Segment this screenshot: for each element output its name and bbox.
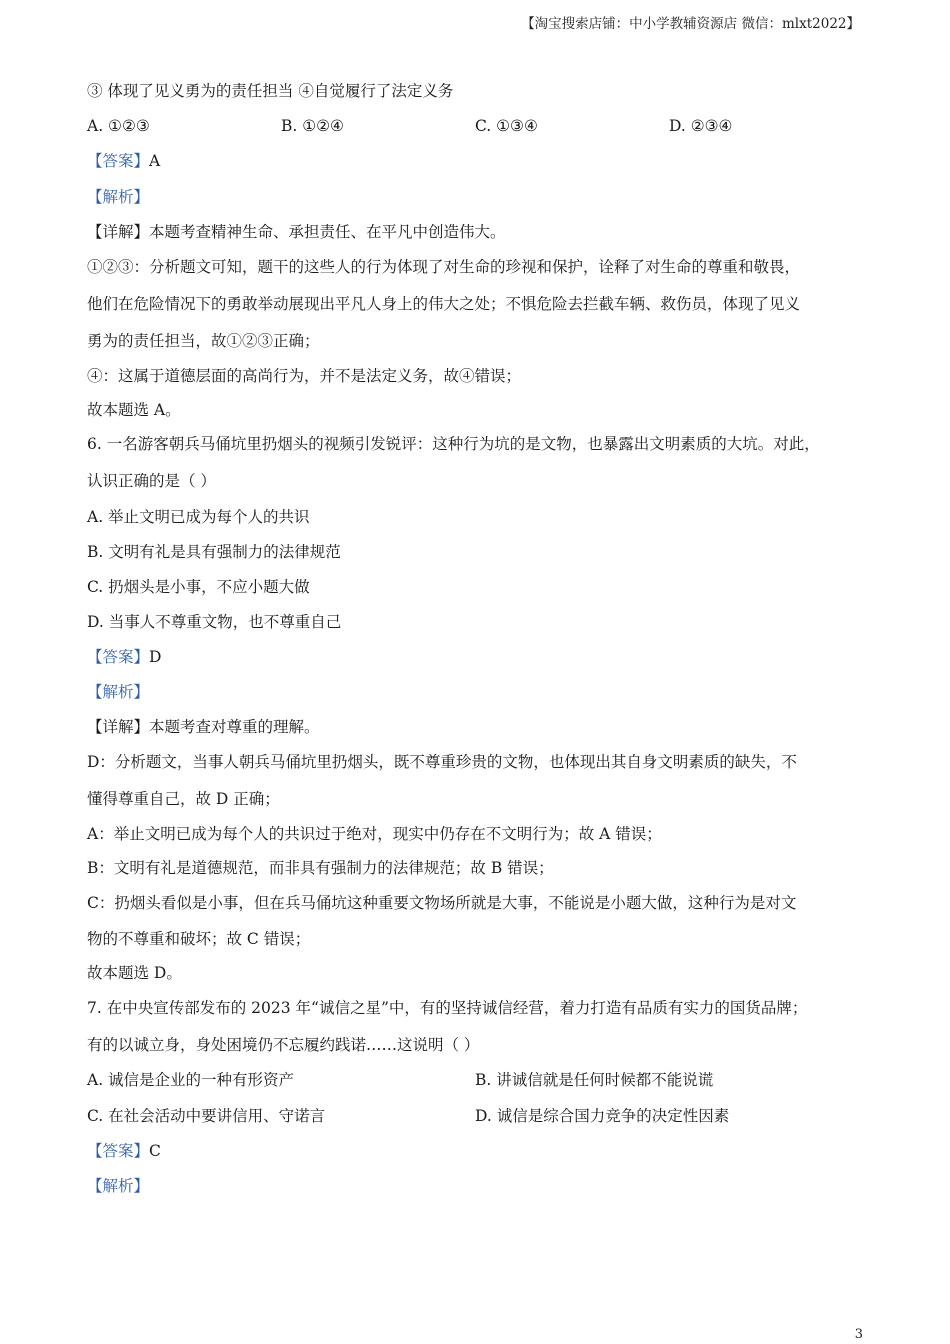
q5-explanation-line: ①②③：分析题文可知，题干的这些人的行为体现了对生命的珍视和保护，诠释了对生命的尊重和敬畏， <box>87 258 801 276</box>
q5-analysis-tag: 【解析】 <box>87 188 150 206</box>
detail-text: 本题考查精神生命、承担责任、在平凡中创造伟大。 <box>149 223 506 241</box>
q6-option-b: B. 文明有礼是具有强制力的法律规范 <box>87 543 341 561</box>
answer-value: C <box>149 1142 161 1160</box>
q6-explanation-line: A：举止文明已成为每个人的共识过于绝对，现实中仍存在不文明行为；故 A 错误； <box>87 825 662 843</box>
answer-tag: 【答案】 <box>87 152 150 170</box>
answer-tag: 【答案】 <box>87 648 150 666</box>
detail-tag: 【详解】 <box>87 223 150 241</box>
q7-option-a: A. 诚信是企业的一种有形资产 <box>87 1071 295 1089</box>
page-number: 3 <box>854 1327 863 1342</box>
q7-stem: 7. 在中央宣传部发布的 2023 年“诚信之星”中，有的坚持诚信经营，着力打造有品质有实力的国货品牌； <box>87 999 808 1017</box>
q6-explanation-line: B：文明有礼是道德规范，而非具有强制力的法律规范；故 B 错误； <box>87 859 554 877</box>
detail-tag: 【详解】 <box>87 718 150 736</box>
q6-detail <box>87 716 320 738</box>
q5-option-d: D. ②③④ <box>669 117 733 135</box>
q7-option-c: C. 在社会活动中要讲信用、守诺言 <box>87 1107 326 1125</box>
q5-option-b: B. ①②④ <box>281 117 344 135</box>
q6-option-a: A. 举止文明已成为每个人的共识 <box>87 508 310 526</box>
q6-answer <box>87 646 161 668</box>
q5-option-a: A. ①②③ <box>87 117 150 135</box>
answer-value: A <box>149 152 161 170</box>
q6-explanation-line: D：分析题文，当事人朝兵马俑坑里扔烟头，既不尊重珍贵的文物，也体现出其自身文明素质的缺失，不 <box>87 753 797 771</box>
q7-option-d: D. 诚信是综合国力竞争的决定性因素 <box>475 1107 730 1125</box>
q7-stem-cont: 有的以诚立身，身处困境仍不忘履约践诺……这说明（ ） <box>87 1036 480 1054</box>
q6-option-d: D. 当事人不尊重文物，也不尊重自己 <box>87 613 342 631</box>
q6-analysis-tag: 【解析】 <box>87 683 150 701</box>
q5-answer <box>87 150 160 172</box>
detail-text: 本题考查对尊重的理解。 <box>149 718 320 736</box>
q6-explanation-line: 物的不尊重和破坏；故 C 错误； <box>87 930 311 948</box>
answer-value: D <box>149 648 162 666</box>
q5-explanation-line: 故本题选 A。 <box>87 401 181 419</box>
q7-answer <box>87 1140 161 1162</box>
q5-explanation-line: 勇为的责任担当，故①②③正确； <box>87 332 320 350</box>
page-header: 【淘宝搜索店铺：中小学教辅资源店 微信：mlxt2022】 <box>521 16 860 32</box>
q7-analysis-tag: 【解析】 <box>87 1177 150 1195</box>
q6-stem-cont: 认识正确的是（ ） <box>87 472 216 490</box>
q6-explanation-line: 懂得尊重自己，故 D 正确； <box>87 790 280 808</box>
q6-explanation-line: C：扔烟头看似是小事，但在兵马俑坑这种重要文物场所就是大事，不能说是小题大做，这种行为是对文 <box>87 894 797 912</box>
answer-tag: 【答案】 <box>87 1142 150 1160</box>
q7-option-b: B. 讲诚信就是任何时候都不能说谎 <box>475 1071 714 1089</box>
q6-explanation-line: 故本题选 D。 <box>87 964 182 982</box>
q6-stem: 6. 一名游客朝兵马俑坑里扔烟头的视频引发锐评：这种行为坑的是文物，也暴露出文明素质的大坑。对此， <box>87 435 820 453</box>
q5-option-line: ③ 体现了见义勇为的责任担当 ④自觉履行了法定义务 <box>87 82 454 100</box>
q5-option-c: C. ①③④ <box>475 117 538 135</box>
q6-option-c: C. 扔烟头是小事，不应小题大做 <box>87 578 310 596</box>
q5-detail <box>87 221 506 243</box>
q5-explanation-line: 他们在危险情况下的勇敢举动展现出平凡人身上的伟大之处；不惧危险去拦截车辆、救伤员，体现了见义 <box>87 295 801 313</box>
q5-explanation-line: ④：这属于道德层面的高尚行为，并不是法定义务，故④错误； <box>87 367 522 385</box>
